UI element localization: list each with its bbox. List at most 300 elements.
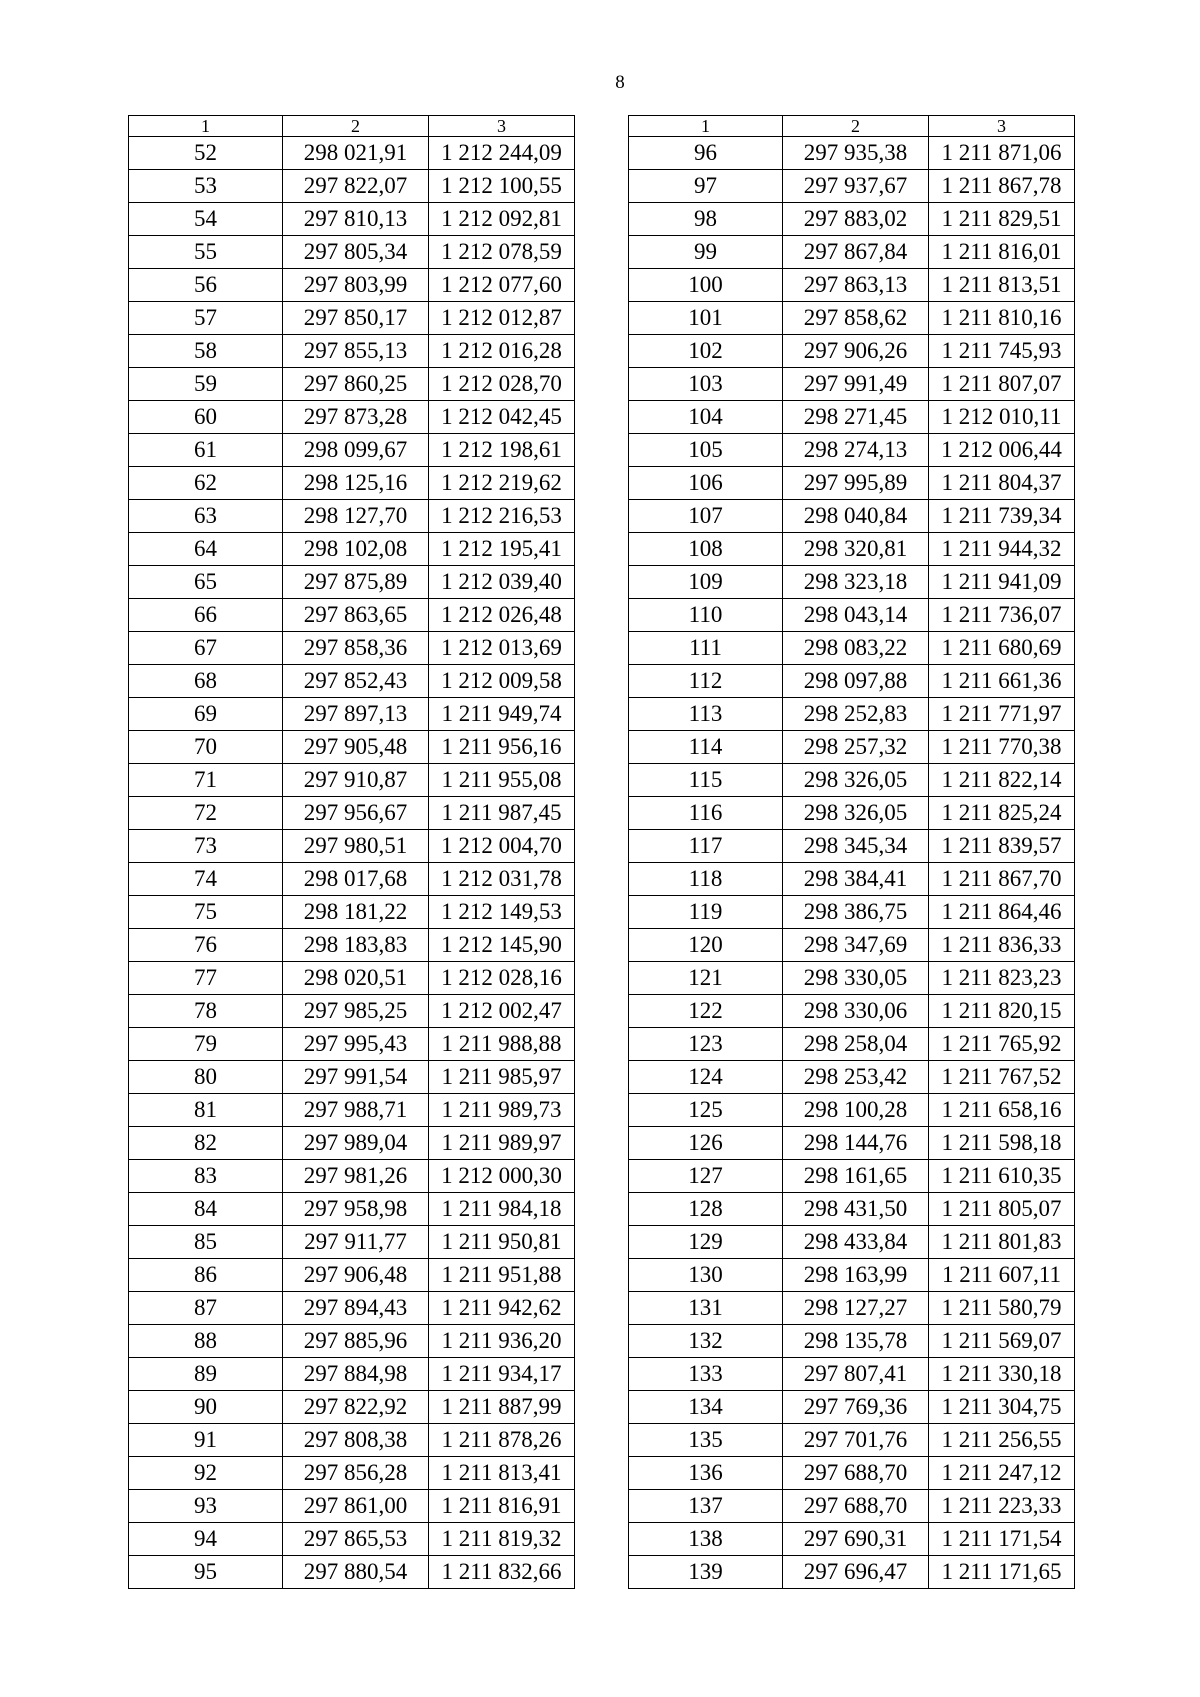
y-coordinate-cell: 1 212 100,55 <box>429 170 575 203</box>
point-number-cell: 79 <box>129 1028 283 1061</box>
point-number-cell: 80 <box>129 1061 283 1094</box>
point-number-cell: 101 <box>629 302 783 335</box>
x-coordinate-cell: 298 161,65 <box>783 1160 929 1193</box>
table-row <box>129 863 575 896</box>
table-row <box>629 1028 1075 1061</box>
table-row <box>129 731 575 764</box>
y-coordinate-cell: 1 212 026,48 <box>429 599 575 632</box>
table-row <box>129 962 575 995</box>
column-header-2: 2 <box>783 116 929 137</box>
point-number-cell: 75 <box>129 896 283 929</box>
x-coordinate-cell: 297 810,13 <box>283 203 429 236</box>
point-number-cell: 102 <box>629 335 783 368</box>
y-coordinate-cell: 1 211 804,37 <box>929 467 1075 500</box>
point-number-cell: 76 <box>129 929 283 962</box>
x-coordinate-cell: 297 688,70 <box>783 1457 929 1490</box>
point-number-cell: 139 <box>629 1556 783 1589</box>
y-coordinate-cell: 1 211 887,99 <box>429 1391 575 1424</box>
point-number-cell: 126 <box>629 1127 783 1160</box>
table-row <box>129 1259 575 1292</box>
x-coordinate-cell: 298 040,84 <box>783 500 929 533</box>
y-coordinate-cell: 1 211 988,88 <box>429 1028 575 1061</box>
table-row <box>629 1061 1075 1094</box>
point-number-cell: 82 <box>129 1127 283 1160</box>
point-number-cell: 89 <box>129 1358 283 1391</box>
x-coordinate-cell: 298 097,88 <box>783 665 929 698</box>
y-coordinate-cell: 1 211 985,97 <box>429 1061 575 1094</box>
y-coordinate-cell: 1 211 956,16 <box>429 731 575 764</box>
point-number-cell: 59 <box>129 368 283 401</box>
x-coordinate-cell: 297 991,54 <box>283 1061 429 1094</box>
x-coordinate-cell: 297 860,25 <box>283 368 429 401</box>
y-coordinate-cell: 1 211 330,18 <box>929 1358 1075 1391</box>
point-number-cell: 90 <box>129 1391 283 1424</box>
table-row <box>129 1160 575 1193</box>
y-coordinate-cell: 1 211 247,12 <box>929 1457 1075 1490</box>
x-coordinate-cell: 298 274,13 <box>783 434 929 467</box>
table-row <box>129 1556 575 1589</box>
table-row <box>629 269 1075 302</box>
y-coordinate-cell: 1 212 078,59 <box>429 236 575 269</box>
x-coordinate-cell: 298 253,42 <box>783 1061 929 1094</box>
x-coordinate-cell: 297 995,89 <box>783 467 929 500</box>
point-number-cell: 63 <box>129 500 283 533</box>
y-coordinate-cell: 1 212 016,28 <box>429 335 575 368</box>
x-coordinate-cell: 298 020,51 <box>283 962 429 995</box>
y-coordinate-cell: 1 211 816,01 <box>929 236 1075 269</box>
y-coordinate-cell: 1 211 867,70 <box>929 863 1075 896</box>
y-coordinate-cell: 1 211 987,45 <box>429 797 575 830</box>
table-row <box>629 434 1075 467</box>
table-row <box>129 995 575 1028</box>
y-coordinate-cell: 1 211 829,51 <box>929 203 1075 236</box>
table-row <box>129 830 575 863</box>
x-coordinate-cell: 297 897,13 <box>283 698 429 731</box>
x-coordinate-cell: 298 330,05 <box>783 962 929 995</box>
table-row <box>629 500 1075 533</box>
point-number-cell: 121 <box>629 962 783 995</box>
x-coordinate-cell: 298 183,83 <box>283 929 429 962</box>
point-number-cell: 83 <box>129 1160 283 1193</box>
x-coordinate-cell: 298 326,05 <box>783 797 929 830</box>
x-coordinate-cell: 297 911,77 <box>283 1226 429 1259</box>
y-coordinate-cell: 1 211 949,74 <box>429 698 575 731</box>
x-coordinate-cell: 297 808,38 <box>283 1424 429 1457</box>
point-number-cell: 71 <box>129 764 283 797</box>
table-row <box>129 665 575 698</box>
y-coordinate-cell: 1 211 580,79 <box>929 1292 1075 1325</box>
x-coordinate-cell: 298 326,05 <box>783 764 929 797</box>
y-coordinate-cell: 1 211 816,91 <box>429 1490 575 1523</box>
y-coordinate-cell: 1 212 198,61 <box>429 434 575 467</box>
table-header-row <box>129 116 575 137</box>
table-row <box>629 1523 1075 1556</box>
x-coordinate-cell: 298 384,41 <box>783 863 929 896</box>
x-coordinate-cell: 297 958,98 <box>283 1193 429 1226</box>
y-coordinate-cell: 1 212 000,30 <box>429 1160 575 1193</box>
x-coordinate-cell: 297 855,13 <box>283 335 429 368</box>
x-coordinate-cell: 297 867,84 <box>783 236 929 269</box>
point-number-cell: 74 <box>129 863 283 896</box>
point-number-cell: 77 <box>129 962 283 995</box>
y-coordinate-cell: 1 212 013,69 <box>429 632 575 665</box>
table-row <box>629 764 1075 797</box>
y-coordinate-cell: 1 211 171,54 <box>929 1523 1075 1556</box>
point-number-cell: 114 <box>629 731 783 764</box>
x-coordinate-cell: 297 822,92 <box>283 1391 429 1424</box>
table-row <box>129 764 575 797</box>
y-coordinate-cell: 1 211 878,26 <box>429 1424 575 1457</box>
y-coordinate-cell: 1 211 951,88 <box>429 1259 575 1292</box>
y-coordinate-cell: 1 211 989,73 <box>429 1094 575 1127</box>
table-row <box>629 467 1075 500</box>
point-number-cell: 81 <box>129 1094 283 1127</box>
y-coordinate-cell: 1 212 216,53 <box>429 500 575 533</box>
table-row <box>629 203 1075 236</box>
x-coordinate-cell: 297 863,13 <box>783 269 929 302</box>
table-row <box>129 1490 575 1523</box>
x-coordinate-cell: 298 181,22 <box>283 896 429 929</box>
y-coordinate-cell: 1 212 077,60 <box>429 269 575 302</box>
x-coordinate-cell: 298 127,70 <box>283 500 429 533</box>
y-coordinate-cell: 1 211 955,08 <box>429 764 575 797</box>
table-row <box>629 1127 1075 1160</box>
x-coordinate-cell: 297 873,28 <box>283 401 429 434</box>
y-coordinate-cell: 1 211 936,20 <box>429 1325 575 1358</box>
column-header-1: 1 <box>129 116 283 137</box>
point-number-cell: 108 <box>629 533 783 566</box>
point-number-cell: 138 <box>629 1523 783 1556</box>
y-coordinate-cell: 1 211 767,52 <box>929 1061 1075 1094</box>
y-coordinate-cell: 1 211 745,93 <box>929 335 1075 368</box>
x-coordinate-cell: 298 258,04 <box>783 1028 929 1061</box>
y-coordinate-cell: 1 211 810,16 <box>929 302 1075 335</box>
y-coordinate-cell: 1 211 598,18 <box>929 1127 1075 1160</box>
x-coordinate-cell: 298 099,67 <box>283 434 429 467</box>
point-number-cell: 54 <box>129 203 283 236</box>
point-number-cell: 118 <box>629 863 783 896</box>
point-number-cell: 52 <box>129 137 283 170</box>
y-coordinate-cell: 1 211 304,75 <box>929 1391 1075 1424</box>
point-number-cell: 116 <box>629 797 783 830</box>
y-coordinate-cell: 1 212 004,70 <box>429 830 575 863</box>
table-row <box>129 1424 575 1457</box>
point-number-cell: 137 <box>629 1490 783 1523</box>
y-coordinate-cell: 1 211 864,46 <box>929 896 1075 929</box>
point-number-cell: 93 <box>129 1490 283 1523</box>
x-coordinate-cell: 298 100,28 <box>783 1094 929 1127</box>
table-row <box>629 929 1075 962</box>
y-coordinate-cell: 1 211 950,81 <box>429 1226 575 1259</box>
y-coordinate-cell: 1 211 871,06 <box>929 137 1075 170</box>
x-coordinate-cell: 298 386,75 <box>783 896 929 929</box>
table-row <box>629 1358 1075 1391</box>
table-row <box>129 1358 575 1391</box>
x-coordinate-cell: 297 905,48 <box>283 731 429 764</box>
table-row <box>129 1226 575 1259</box>
point-number-cell: 119 <box>629 896 783 929</box>
point-number-cell: 100 <box>629 269 783 302</box>
table-row <box>629 830 1075 863</box>
x-coordinate-cell: 297 803,99 <box>283 269 429 302</box>
table-row <box>629 533 1075 566</box>
point-number-cell: 130 <box>629 1259 783 1292</box>
y-coordinate-cell: 1 211 822,14 <box>929 764 1075 797</box>
y-coordinate-cell: 1 211 813,41 <box>429 1457 575 1490</box>
point-number-cell: 122 <box>629 995 783 1028</box>
point-number-cell: 97 <box>629 170 783 203</box>
table-row <box>129 1127 575 1160</box>
table-row <box>129 500 575 533</box>
point-number-cell: 125 <box>629 1094 783 1127</box>
x-coordinate-cell: 298 083,22 <box>783 632 929 665</box>
y-coordinate-cell: 1 212 145,90 <box>429 929 575 962</box>
table-row <box>629 632 1075 665</box>
x-coordinate-cell: 297 858,36 <box>283 632 429 665</box>
point-number-cell: 62 <box>129 467 283 500</box>
y-coordinate-cell: 1 211 867,78 <box>929 170 1075 203</box>
table-row <box>629 896 1075 929</box>
table-row <box>629 962 1075 995</box>
point-number-cell: 86 <box>129 1259 283 1292</box>
point-number-cell: 56 <box>129 269 283 302</box>
y-coordinate-cell: 1 211 839,57 <box>929 830 1075 863</box>
point-number-cell: 69 <box>129 698 283 731</box>
table-row <box>629 401 1075 434</box>
coordinates-table-left <box>128 115 575 1589</box>
y-coordinate-cell: 1 211 736,07 <box>929 599 1075 632</box>
y-coordinate-cell: 1 212 244,09 <box>429 137 575 170</box>
point-number-cell: 111 <box>629 632 783 665</box>
x-coordinate-cell: 297 688,70 <box>783 1490 929 1523</box>
point-number-cell: 127 <box>629 1160 783 1193</box>
table-row <box>629 731 1075 764</box>
column-header-3: 3 <box>929 116 1075 137</box>
table-row <box>129 566 575 599</box>
table-row <box>129 896 575 929</box>
x-coordinate-cell: 297 822,07 <box>283 170 429 203</box>
point-number-cell: 58 <box>129 335 283 368</box>
y-coordinate-cell: 1 211 944,32 <box>929 533 1075 566</box>
y-coordinate-cell: 1 211 801,83 <box>929 1226 1075 1259</box>
point-number-cell: 85 <box>129 1226 283 1259</box>
y-coordinate-cell: 1 211 256,55 <box>929 1424 1075 1457</box>
point-number-cell: 67 <box>129 632 283 665</box>
table-row <box>629 599 1075 632</box>
x-coordinate-cell: 298 323,18 <box>783 566 929 599</box>
y-coordinate-cell: 1 211 820,15 <box>929 995 1075 1028</box>
x-coordinate-cell: 298 431,50 <box>783 1193 929 1226</box>
point-number-cell: 99 <box>629 236 783 269</box>
point-number-cell: 60 <box>129 401 283 434</box>
point-number-cell: 133 <box>629 1358 783 1391</box>
table-row <box>629 170 1075 203</box>
y-coordinate-cell: 1 211 941,09 <box>929 566 1075 599</box>
y-coordinate-cell: 1 212 031,78 <box>429 863 575 896</box>
table-row <box>629 1556 1075 1589</box>
y-coordinate-cell: 1 211 171,65 <box>929 1556 1075 1589</box>
y-coordinate-cell: 1 211 813,51 <box>929 269 1075 302</box>
x-coordinate-cell: 298 043,14 <box>783 599 929 632</box>
x-coordinate-cell: 297 884,98 <box>283 1358 429 1391</box>
point-number-cell: 91 <box>129 1424 283 1457</box>
point-number-cell: 66 <box>129 599 283 632</box>
y-coordinate-cell: 1 212 002,47 <box>429 995 575 1028</box>
point-number-cell: 78 <box>129 995 283 1028</box>
x-coordinate-cell: 297 858,62 <box>783 302 929 335</box>
x-coordinate-cell: 297 935,38 <box>783 137 929 170</box>
table-row <box>129 1325 575 1358</box>
x-coordinate-cell: 297 875,89 <box>283 566 429 599</box>
point-number-cell: 70 <box>129 731 283 764</box>
table-row <box>129 929 575 962</box>
y-coordinate-cell: 1 211 807,07 <box>929 368 1075 401</box>
point-number-cell: 64 <box>129 533 283 566</box>
x-coordinate-cell: 297 852,43 <box>283 665 429 698</box>
y-coordinate-cell: 1 211 825,24 <box>929 797 1075 830</box>
table-row <box>129 368 575 401</box>
y-coordinate-cell: 1 211 805,07 <box>929 1193 1075 1226</box>
point-number-cell: 73 <box>129 830 283 863</box>
table-row <box>629 1292 1075 1325</box>
point-number-cell: 92 <box>129 1457 283 1490</box>
point-number-cell: 129 <box>629 1226 783 1259</box>
table-row <box>629 1259 1075 1292</box>
column-header-2: 2 <box>283 116 429 137</box>
x-coordinate-cell: 298 330,06 <box>783 995 929 1028</box>
y-coordinate-cell: 1 212 006,44 <box>929 434 1075 467</box>
x-coordinate-cell: 297 910,87 <box>283 764 429 797</box>
point-number-cell: 98 <box>629 203 783 236</box>
table-row <box>629 1226 1075 1259</box>
table-row <box>129 170 575 203</box>
x-coordinate-cell: 298 135,78 <box>783 1325 929 1358</box>
x-coordinate-cell: 297 985,25 <box>283 995 429 1028</box>
point-number-cell: 123 <box>629 1028 783 1061</box>
table-row <box>129 1457 575 1490</box>
x-coordinate-cell: 298 257,32 <box>783 731 929 764</box>
point-number-cell: 96 <box>629 137 783 170</box>
y-coordinate-cell: 1 211 770,38 <box>929 731 1075 764</box>
y-coordinate-cell: 1 211 934,17 <box>429 1358 575 1391</box>
y-coordinate-cell: 1 212 219,62 <box>429 467 575 500</box>
y-coordinate-cell: 1 212 149,53 <box>429 896 575 929</box>
y-coordinate-cell: 1 212 010,11 <box>929 401 1075 434</box>
point-number-cell: 117 <box>629 830 783 863</box>
column-header-1: 1 <box>629 116 783 137</box>
table-row <box>129 533 575 566</box>
table-row <box>129 1028 575 1061</box>
point-number-cell: 65 <box>129 566 283 599</box>
point-number-cell: 136 <box>629 1457 783 1490</box>
x-coordinate-cell: 297 856,28 <box>283 1457 429 1490</box>
point-number-cell: 53 <box>129 170 283 203</box>
table-row <box>629 1457 1075 1490</box>
point-number-cell: 128 <box>629 1193 783 1226</box>
table-row <box>129 698 575 731</box>
point-number-cell: 107 <box>629 500 783 533</box>
table-row <box>629 797 1075 830</box>
table-row <box>629 665 1075 698</box>
y-coordinate-cell: 1 211 739,34 <box>929 500 1075 533</box>
y-coordinate-cell: 1 211 569,07 <box>929 1325 1075 1358</box>
x-coordinate-cell: 298 144,76 <box>783 1127 929 1160</box>
x-coordinate-cell: 298 102,08 <box>283 533 429 566</box>
x-coordinate-cell: 298 017,68 <box>283 863 429 896</box>
x-coordinate-cell: 297 981,26 <box>283 1160 429 1193</box>
table-row <box>129 137 575 170</box>
table-row <box>629 1490 1075 1523</box>
table-row <box>129 236 575 269</box>
y-coordinate-cell: 1 211 680,69 <box>929 632 1075 665</box>
table-row <box>629 1160 1075 1193</box>
y-coordinate-cell: 1 211 607,11 <box>929 1259 1075 1292</box>
column-header-3: 3 <box>429 116 575 137</box>
table-row <box>129 1061 575 1094</box>
table-row <box>129 434 575 467</box>
table-row <box>629 236 1075 269</box>
y-coordinate-cell: 1 211 658,16 <box>929 1094 1075 1127</box>
table-row <box>629 1424 1075 1457</box>
point-number-cell: 106 <box>629 467 783 500</box>
table-row <box>129 335 575 368</box>
point-number-cell: 87 <box>129 1292 283 1325</box>
point-number-cell: 94 <box>129 1523 283 1556</box>
x-coordinate-cell: 298 347,69 <box>783 929 929 962</box>
table-row <box>129 302 575 335</box>
x-coordinate-cell: 298 320,81 <box>783 533 929 566</box>
x-coordinate-cell: 297 991,49 <box>783 368 929 401</box>
table-row <box>629 137 1075 170</box>
table-row <box>129 1391 575 1424</box>
x-coordinate-cell: 297 865,53 <box>283 1523 429 1556</box>
x-coordinate-cell: 297 880,54 <box>283 1556 429 1589</box>
point-number-cell: 131 <box>629 1292 783 1325</box>
point-number-cell: 61 <box>129 434 283 467</box>
y-coordinate-cell: 1 212 039,40 <box>429 566 575 599</box>
y-coordinate-cell: 1 211 984,18 <box>429 1193 575 1226</box>
x-coordinate-cell: 297 906,48 <box>283 1259 429 1292</box>
table-body <box>129 137 575 1589</box>
table-row <box>129 401 575 434</box>
x-coordinate-cell: 298 433,84 <box>783 1226 929 1259</box>
table-row <box>129 269 575 302</box>
x-coordinate-cell: 297 690,31 <box>783 1523 929 1556</box>
point-number-cell: 132 <box>629 1325 783 1358</box>
x-coordinate-cell: 297 894,43 <box>283 1292 429 1325</box>
page-number: 8 <box>615 72 625 93</box>
table-row <box>629 1325 1075 1358</box>
table-row <box>629 995 1075 1028</box>
y-coordinate-cell: 1 211 832,66 <box>429 1556 575 1589</box>
point-number-cell: 88 <box>129 1325 283 1358</box>
point-number-cell: 110 <box>629 599 783 632</box>
table-row <box>629 302 1075 335</box>
point-number-cell: 113 <box>629 698 783 731</box>
x-coordinate-cell: 297 956,67 <box>283 797 429 830</box>
x-coordinate-cell: 298 252,83 <box>783 698 929 731</box>
y-coordinate-cell: 1 211 836,33 <box>929 929 1075 962</box>
x-coordinate-cell: 297 885,96 <box>283 1325 429 1358</box>
point-number-cell: 109 <box>629 566 783 599</box>
x-coordinate-cell: 297 850,17 <box>283 302 429 335</box>
x-coordinate-cell: 297 769,36 <box>783 1391 929 1424</box>
table-row <box>629 698 1075 731</box>
y-coordinate-cell: 1 212 012,87 <box>429 302 575 335</box>
point-number-cell: 115 <box>629 764 783 797</box>
y-coordinate-cell: 1 212 092,81 <box>429 203 575 236</box>
x-coordinate-cell: 297 937,67 <box>783 170 929 203</box>
